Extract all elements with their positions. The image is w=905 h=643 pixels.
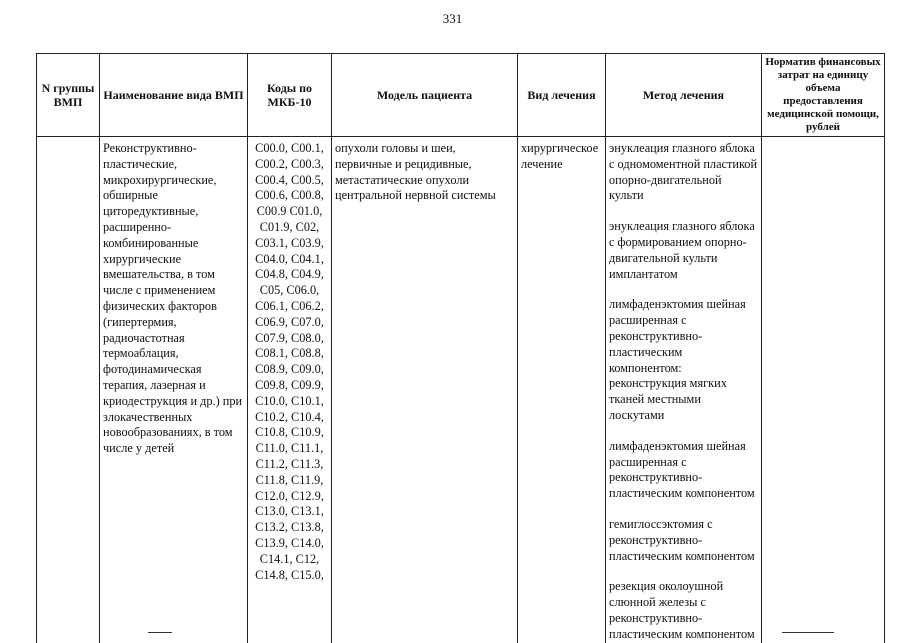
code-line: C04.0, C04.1, [255,251,324,266]
code-line: C09.8, C09.9, [255,377,324,392]
code-line: C10.8, C10.9, [255,425,324,440]
code-line: C13.0, C13.1, [255,504,324,519]
method-item: резекция околоушной слюнной железы с реконструктивно-пластическим компонентом [609,579,755,641]
header-method: Метод лечения [606,54,762,137]
code-line: C08.1, C08.8, [255,346,324,361]
code-line: C06.1, C06.2, [255,298,324,313]
code-line: C14.8, C15.0, [255,567,324,582]
header-name: Наименование вида ВМП [100,54,248,137]
cell-model: опухоли головы и шеи, первичные и рецидивные, метастатические опухоли центральной нервной системы [332,137,518,643]
cell-methods [606,137,762,643]
cell-codes [248,137,332,643]
method-item: энуклеация глазного яблока с формированием опорно-двигательной культи имплантатом [609,219,755,281]
header-cost: Норматив финансовых затрат на единицу объема предоставления медицинской помощи, рублей [762,54,885,137]
header-treatment-type: Вид лечения [518,54,606,137]
code-line: C00.9 C01.0, [256,204,323,219]
code-line: C11.2, C11.3, [255,456,324,471]
code-line: C13.9, C14.0, [255,535,324,550]
cell-name: Реконструктивно-пластические, микрохирургические, обширные циторедуктивные, расширенно-комбинированные хирургические вмешательства, в том числе с применением физических факторов (гипертермия, радиочастотная термоаблация, фотодинамическая терапия, лазерная и криодеструкция и др.) при злокачественных новообразованиях, в том числе у детей [100,137,248,643]
code-line: C14.1, C12, [259,551,320,566]
code-line: C12.0, C12.9, [255,488,324,503]
table-header-row [37,54,885,137]
method-item: лимфаденэктомия шейная расширенная с реконструктивно-пластическим компонентом: реконструкция мягких тканей местными лоскутами [609,297,746,422]
code-line: C11.0, C11.1, [255,441,324,456]
code-line: C10.2, C10.4, [255,409,324,424]
table-row [37,137,885,643]
cell-group [37,137,100,643]
code-line: C00.0, C00.1, [255,141,324,155]
cell-treatment-type: хирургическое лечение [518,137,606,643]
method-item: лимфаденэктомия шейная расширенная с реконструктивно-пластическим компонентом [609,438,755,501]
code-line: C00.2, C00.3, [255,156,324,171]
vmp-table [36,53,885,643]
scan-artifact-line [148,632,172,633]
cell-cost [762,137,885,643]
code-line: C00.6, C00.8, [255,188,324,203]
code-line: C06.9, C07.0, [255,314,324,329]
header-group: N группы ВМП [37,54,100,137]
method-item: энуклеация глазного яблока с одномоментной пластикой опорно-двигательной культи [609,141,758,203]
code-line: C08.9, C09.0, [255,362,324,377]
scan-artifact-line [782,632,834,633]
header-codes: Коды по МКБ-10 [248,54,332,137]
code-line: C07.9, C08.0, [255,330,324,345]
code-line: C10.0, C10.1, [255,393,324,408]
code-line: C13.2, C13.8, [255,520,324,535]
code-line: C11.8, C11.9, [255,472,324,487]
header-model: Модель пациента [332,54,518,137]
code-line: C05, C06.0, [259,283,320,298]
code-line: C01.9, C02, [259,219,320,234]
code-line: C03.1, C03.9, [255,235,324,250]
code-line: C04.8, C04.9, [255,267,324,282]
code-line: C00.4, C00.5, [255,172,324,187]
method-item: гемиглоссэктомия с реконструктивно-пластическим компонентом [609,516,755,563]
page-number: 331 [442,11,463,26]
